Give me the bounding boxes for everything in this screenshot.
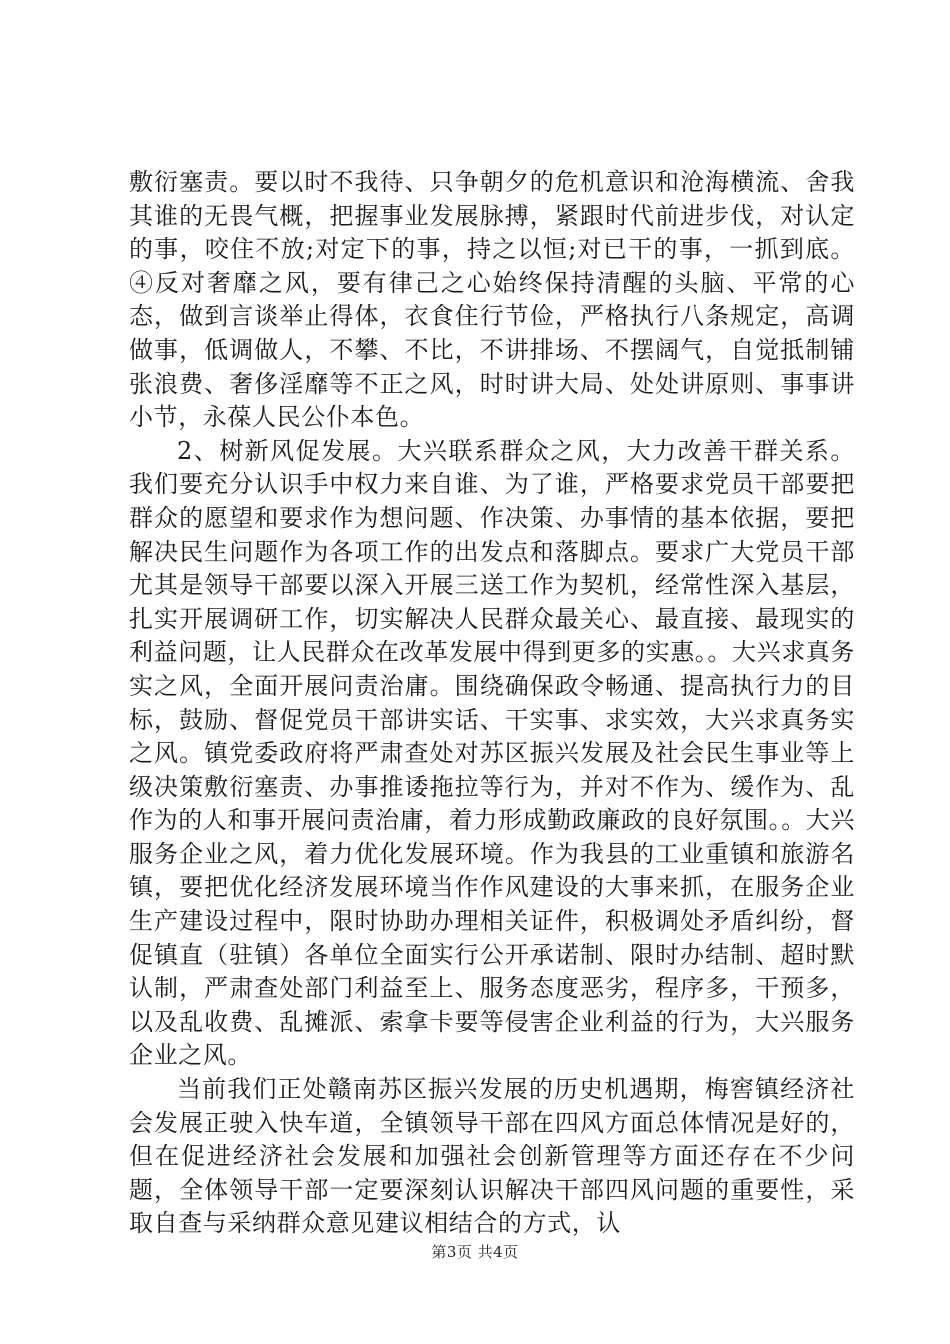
paragraph-current-situation: 当前我们正处赣南苏区振兴发展的历史机遇期，梅窖镇经济社会发展正驶入快车道，全镇领导干部在四风方面总体情况是好的，但在促进经济社会发展和加强社会创新管理等方面还存在不少问题，全体领导干部一定要深刻认识解决干部四风问题的重要性，采取自查与采纳群众意见建议相结合的方式，认 [129,1075,855,1238]
page-footer: 第3页 共4页 [431,1243,519,1261]
paragraph-continuation: 敷衍塞责。要以时不我待、只争朝夕的危机意识和沧海横流、舍我其谁的无畏气概，把握事业发展脉搏，紧跟时代前进步伐，对认定的事，咬住不放;对定下的事，持之以恒;对已干的事，一抓到底。④反对奢靡之风，要有律己之心始终保持清醒的头脑、平常的心态，做到言谈举止得体，衣食住行节俭，严格执行八条规定，高调做事，低调做人，不攀、不比，不讲排场、不摆阔气，自觉抵制铺张浪费、奢侈淫靡等不正之风，时时讲大局、处处讲原则、事事讲小节，永葆人民公仆本色。 [129,168,855,432]
document-body [129,166,855,1241]
paragraph-new-style-development: 2、树新风促发展。大兴联系群众之风，大力改善干群关系。我们要充分认识手中权力来自谁、为了谁，严格要求党员干部要把群众的愿望和要求作为想问题、作决策、办事情的基本依据，要把解决民生问题作为各项工作的出发点和落脚点。要求广大党员干部尤其是领导干部要以深入开展三送工作为契机，经常性深入基层，扎实开展调研工作，切实解决人民群众最关心、最直接、最现实的利益问题，让人民群众在改革发展中得到更多的实惠。。大兴求真务实之风，全面开展问责治庸。围绕确保政令畅通、提高执行力的目标，鼓励、督促党员干部讲实话、干实事、求实效，大兴求真务实之风。镇党委政府将严肃查处对苏区振兴发展及社会民生事业等上级决策敷衍塞责、办事推诿拖拉等行为，并对不作为、缓作为、乱作为的人和事开展问责治庸，着力形成勤政廉政的良好氛围。。大兴服务企业之风，着力优化发展环境。作为我县的工业重镇和旅游名镇，要把优化经济发展环境当作作风建设的大事来抓，在服务企业生产建设过程中，限时协助办理相关证件，积极调处矛盾纠纷，督促镇直（驻镇）各单位全面实行公开承诺制、限时办结制、超时默认制，严肃查处部门利益至上、服务态度恶劣，程序多，干预多，以及乱收费、乱摊派、索拿卡要等侵害企业利益的行为，大兴服务企业之风。 [129,436,855,1070]
